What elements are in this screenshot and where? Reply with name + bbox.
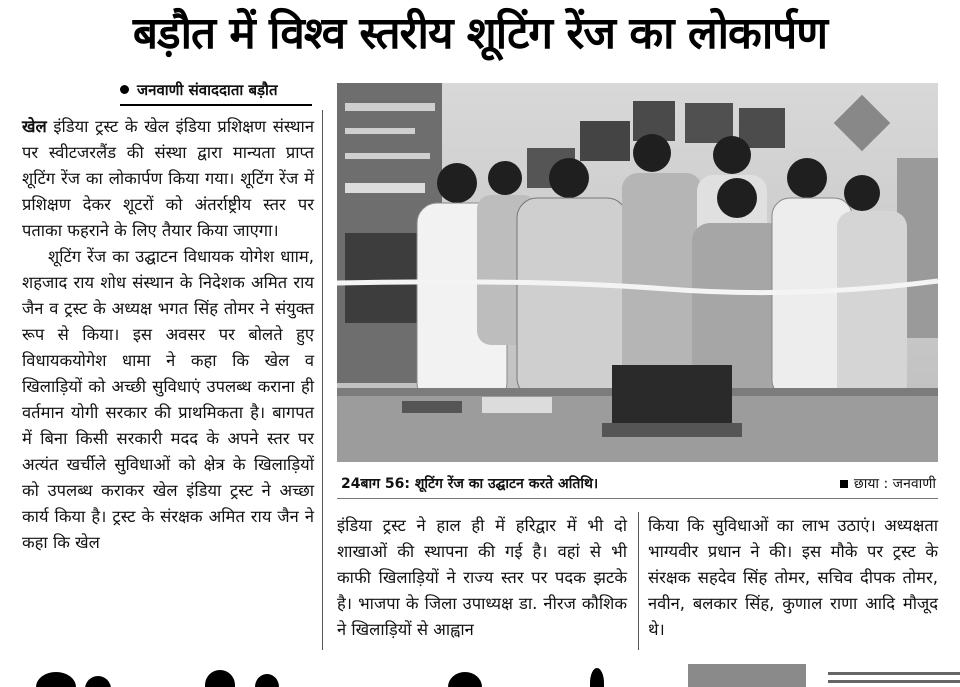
article-column-2 [337,513,627,643]
column-2-text: इंडिया ट्रस्ट ने हाल ही में हरिद्वार में भी दो शाखाओं की स्थापना की गई है। वहां से भी काफी खिलाड़ियों ने राज्य स्तर पर पदक झटके है। भाजपा के जिला उपाध्यक्ष डा. नीरज कौशिक ने खिलाड़ियों से आह्वान [337,516,627,639]
bullet-icon [120,85,129,94]
photo-credit [840,474,936,493]
square-bullet-icon [840,480,848,488]
next-headline-fragment [0,660,960,687]
caption-rule [337,498,938,499]
paragraph-1-text: इंडिया ट्रस्ट के खेल इंडिया प्रशिक्षण संस्थान पर स्वीटजरलैंड की संस्था द्वारा मान्यता प्राप्त शूटिंग रेंज का लोकार्पण किया गया। शूटिंग रेंज में प्रशिक्षण देकर शूटरों को अंतर्राष्ट्रीय स्तर पर पताका फहराने के लिए तैयार किया जाएगा। [22,117,314,240]
byline-text: जनवाणी संवाददाता बड़ौत [137,81,278,99]
headline: बड़ौत में विश्व स्तरीय शूटिंग रेंज का लोकार्पण [132,8,828,59]
photo-caption [337,472,938,496]
byline-rule [120,104,312,106]
byline [120,80,278,100]
article-paragraph-2: शूटिंग रेंज का उद्घाटन विधायक योगेश धााम, शहजाद राय शोध संस्थान के निदेशक अमित राय जैन व ट्रस्ट के अध्यक्ष भगत सिंह तोमर ने संयुक्त रूप से किया। इस अवसर पर बोलते हुए विधायकयोगेश धामा ने कहा कि खेल व खिलाड़ियों को अच्छी सुविधाएं उपलब्ध कराना ही वर्तमान योगी सरकार की प्राथमिकता है। बागपत में बिना किसी सरकारी मदद के अपने स्तर पर अत्यंत खर्चीले सुविधाओं को क्षेत्र के खिलाड़ियों को उपलब्ध कराकर खेल इंडिया ट्रस्ट ने अच्छा कार्य किया है। ट्रस्ट के संरक्षक अमित राय जैन ने कहा कि खेल [22,247,314,552]
column-divider [322,110,323,650]
caption-text: 24बाग 56: शूटिंग रेंज का उद्घाटन करते अतिथि। [341,476,599,492]
column-divider-2 [638,512,639,650]
article-column-1 [22,114,314,556]
lead-word: खेल [22,117,47,136]
ribbon-cutting-photo-icon [337,83,938,462]
news-photo [337,83,938,462]
photo-credit-text: छाया : जनवाणी [853,476,936,492]
article-column-3 [648,513,938,643]
column-3-text: किया कि सुविधाओं का लाभ उठाएं। अध्यक्षता भाग्यवीर प्रधान ने की। इस मौके पर ट्रस्ट के संरक्षक सहदेव सिंह तोमर, सचिव दीपक तोमर, नवीन, बलकार सिंह, कुणाल राणा आदि मौजूद थे। [648,516,938,639]
article-paragraph-1 [22,114,314,244]
